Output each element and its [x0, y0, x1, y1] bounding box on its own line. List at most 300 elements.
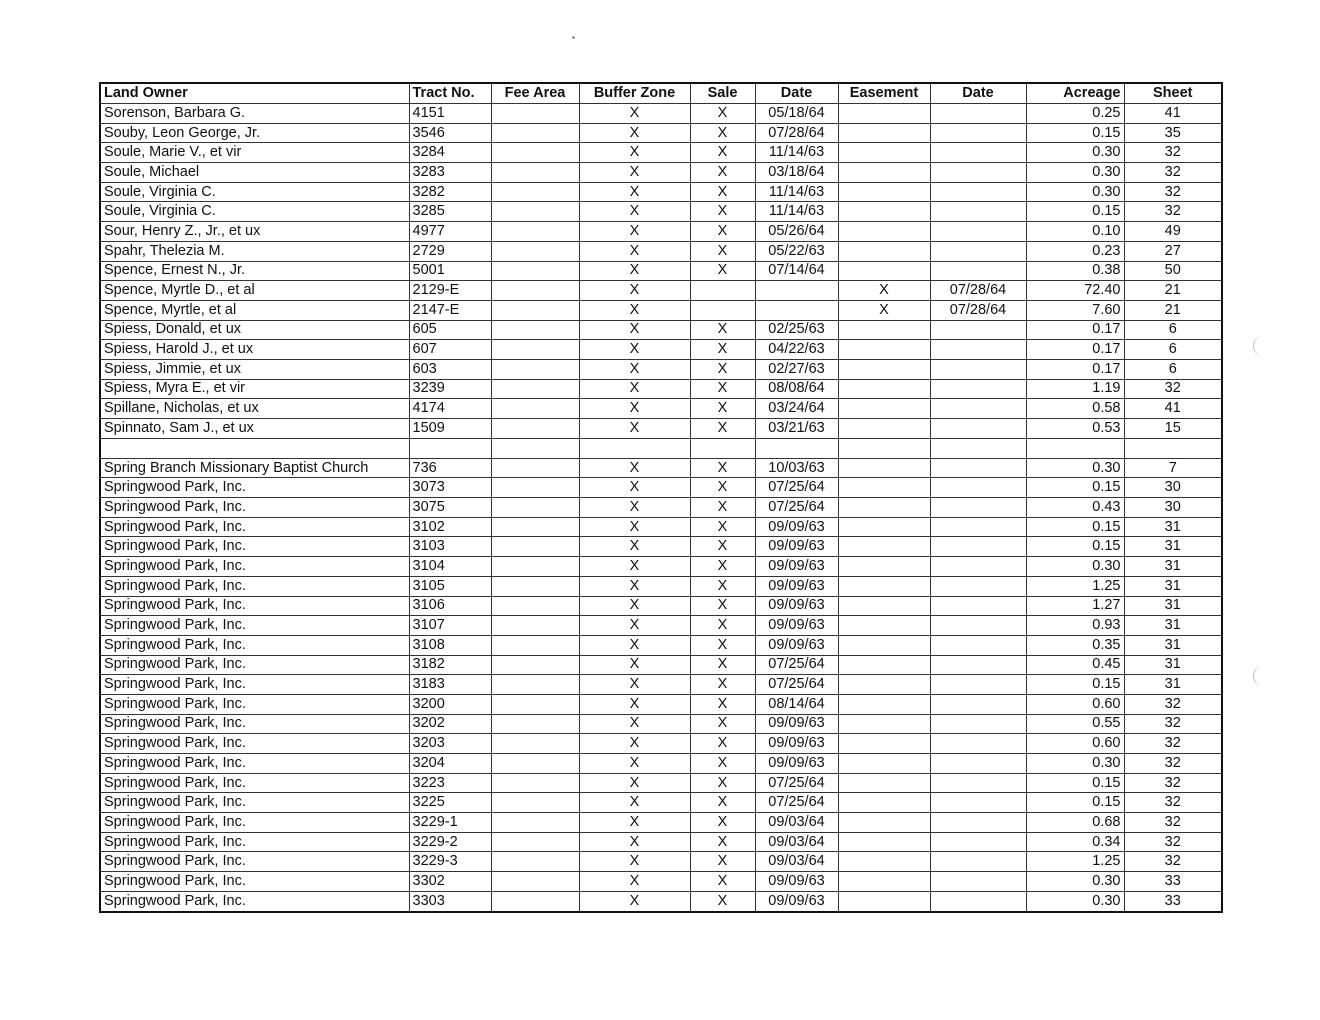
tract-no-cell: 607 — [409, 340, 491, 360]
tract-no-cell: 3105 — [409, 576, 491, 596]
land-owner-cell: Springwood Park, Inc. — [100, 793, 409, 813]
easement-date-cell — [930, 379, 1026, 399]
sale-date-cell: 07/25/64 — [755, 793, 838, 813]
easement-date-cell — [930, 537, 1026, 557]
acreage-cell: 0.30 — [1026, 143, 1124, 163]
easement-date-cell — [930, 891, 1026, 911]
land-owner-cell: Springwood Park, Inc. — [100, 675, 409, 695]
blank-cell — [1026, 438, 1124, 458]
land-owner-cell: Springwood Park, Inc. — [100, 655, 409, 675]
table-row — [100, 734, 1222, 754]
sale-cell: X — [690, 576, 755, 596]
easement-date-cell — [930, 498, 1026, 518]
sheet-cell: 30 — [1124, 498, 1222, 518]
fee-area-cell — [491, 694, 579, 714]
land-owner-cell: Springwood Park, Inc. — [100, 616, 409, 636]
table-row — [100, 478, 1222, 498]
easement-cell — [838, 202, 930, 222]
buffer-zone-cell: X — [579, 576, 690, 596]
easement-cell — [838, 379, 930, 399]
sale-cell: X — [690, 832, 755, 852]
buffer-zone-cell: X — [579, 537, 690, 557]
acreage-cell: 0.17 — [1026, 340, 1124, 360]
sheet-cell: 6 — [1124, 359, 1222, 379]
sale-date-cell: 08/14/64 — [755, 694, 838, 714]
buffer-zone-cell: X — [579, 281, 690, 301]
sale-cell: X — [690, 635, 755, 655]
land-owner-cell: Springwood Park, Inc. — [100, 734, 409, 754]
land-owner-cell: Soule, Marie V., et vir — [100, 143, 409, 163]
easement-cell — [838, 852, 930, 872]
sale-date-cell: 11/14/63 — [755, 182, 838, 202]
fee-area-cell — [491, 754, 579, 774]
acreage-cell: 1.27 — [1026, 596, 1124, 616]
table-row — [100, 498, 1222, 518]
sheet-cell: 32 — [1124, 714, 1222, 734]
sheet-cell: 6 — [1124, 340, 1222, 360]
sale-cell: X — [690, 675, 755, 695]
table-row — [100, 300, 1222, 320]
buffer-zone-cell: X — [579, 655, 690, 675]
header-easement: Easement — [838, 83, 930, 104]
acreage-cell: 72.40 — [1026, 281, 1124, 301]
easement-cell — [838, 478, 930, 498]
table-body — [100, 104, 1222, 912]
buffer-zone-cell: X — [579, 458, 690, 478]
acreage-cell: 0.17 — [1026, 320, 1124, 340]
sale-cell: X — [690, 379, 755, 399]
easement-cell — [838, 399, 930, 419]
acreage-cell: 0.15 — [1026, 478, 1124, 498]
sale-cell: X — [690, 793, 755, 813]
land-owner-cell: Souby, Leon George, Jr. — [100, 123, 409, 143]
scan-speck — [572, 36, 575, 39]
easement-cell: X — [838, 300, 930, 320]
table-row — [100, 320, 1222, 340]
sale-date-cell: 02/25/63 — [755, 320, 838, 340]
tract-no-cell: 3183 — [409, 675, 491, 695]
blank-cell — [100, 438, 409, 458]
table-row — [100, 537, 1222, 557]
sale-date-cell: 07/25/64 — [755, 773, 838, 793]
fee-area-cell — [491, 655, 579, 675]
table-row — [100, 104, 1222, 124]
binder-hole-mark — [1253, 666, 1264, 686]
blank-separator-row — [100, 438, 1222, 458]
table-row — [100, 359, 1222, 379]
fee-area-cell — [491, 596, 579, 616]
tract-no-cell: 5001 — [409, 261, 491, 281]
table-header-row — [100, 83, 1222, 104]
easement-cell — [838, 498, 930, 518]
fee-area-cell — [491, 773, 579, 793]
sale-cell: X — [690, 498, 755, 518]
sale-cell: X — [690, 340, 755, 360]
sale-date-cell: 07/14/64 — [755, 261, 838, 281]
fee-area-cell — [491, 123, 579, 143]
sale-date-cell: 09/09/63 — [755, 517, 838, 537]
acreage-cell: 0.15 — [1026, 675, 1124, 695]
acreage-cell: 0.34 — [1026, 832, 1124, 852]
table-row — [100, 576, 1222, 596]
sale-cell: X — [690, 773, 755, 793]
easement-date-cell — [930, 359, 1026, 379]
land-owner-cell: Soule, Michael — [100, 163, 409, 183]
tract-no-cell: 3283 — [409, 163, 491, 183]
buffer-zone-cell: X — [579, 813, 690, 833]
header-buffer-zone: Buffer Zone — [579, 83, 690, 104]
header-sale-date: Date — [755, 83, 838, 104]
easement-cell: X — [838, 281, 930, 301]
tract-no-cell: 1509 — [409, 419, 491, 439]
sale-date-cell: 09/09/63 — [755, 616, 838, 636]
sheet-cell: 31 — [1124, 655, 1222, 675]
easement-date-cell — [930, 241, 1026, 261]
fee-area-cell — [491, 537, 579, 557]
header-tract-no: Tract No. — [409, 83, 491, 104]
easement-date-cell: 07/28/64 — [930, 281, 1026, 301]
easement-cell — [838, 104, 930, 124]
sale-cell: X — [690, 754, 755, 774]
acreage-cell: 0.15 — [1026, 537, 1124, 557]
sale-date-cell: 09/09/63 — [755, 576, 838, 596]
easement-cell — [838, 340, 930, 360]
fee-area-cell — [491, 832, 579, 852]
sheet-cell: 32 — [1124, 832, 1222, 852]
sheet-cell: 6 — [1124, 320, 1222, 340]
fee-area-cell — [491, 202, 579, 222]
sale-date-cell: 10/03/63 — [755, 458, 838, 478]
sale-date-cell: 03/21/63 — [755, 419, 838, 439]
table-row — [100, 182, 1222, 202]
sale-cell: X — [690, 458, 755, 478]
acreage-cell: 0.60 — [1026, 734, 1124, 754]
easement-date-cell — [930, 596, 1026, 616]
land-owner-cell: Spiess, Myra E., et vir — [100, 379, 409, 399]
land-owner-cell: Springwood Park, Inc. — [100, 635, 409, 655]
acreage-cell: 0.68 — [1026, 813, 1124, 833]
sale-cell: X — [690, 872, 755, 892]
sheet-cell: 32 — [1124, 793, 1222, 813]
tract-no-cell: 3073 — [409, 478, 491, 498]
sheet-cell: 31 — [1124, 635, 1222, 655]
fee-area-cell — [491, 872, 579, 892]
sheet-cell: 33 — [1124, 891, 1222, 911]
buffer-zone-cell: X — [579, 557, 690, 577]
easement-cell — [838, 143, 930, 163]
easement-cell — [838, 517, 930, 537]
blank-cell — [690, 438, 755, 458]
sale-cell: X — [690, 419, 755, 439]
land-owner-cell: Spence, Myrtle, et al — [100, 300, 409, 320]
land-owner-cell: Springwood Park, Inc. — [100, 832, 409, 852]
header-fee-area: Fee Area — [491, 83, 579, 104]
sale-cell — [690, 300, 755, 320]
easement-date-cell — [930, 163, 1026, 183]
easement-date-cell — [930, 123, 1026, 143]
sheet-cell: 32 — [1124, 694, 1222, 714]
sale-cell: X — [690, 123, 755, 143]
fee-area-cell — [491, 261, 579, 281]
buffer-zone-cell: X — [579, 635, 690, 655]
acreage-cell: 0.15 — [1026, 773, 1124, 793]
table-row — [100, 773, 1222, 793]
easement-cell — [838, 241, 930, 261]
sale-cell: X — [690, 478, 755, 498]
fee-area-cell — [491, 793, 579, 813]
sheet-cell: 32 — [1124, 143, 1222, 163]
acreage-cell: 0.15 — [1026, 202, 1124, 222]
sale-cell: X — [690, 616, 755, 636]
tract-no-cell: 3203 — [409, 734, 491, 754]
tract-no-cell: 3225 — [409, 793, 491, 813]
easement-cell — [838, 872, 930, 892]
sale-date-cell: 09/03/64 — [755, 832, 838, 852]
sale-cell: X — [690, 222, 755, 242]
sale-date-cell: 07/28/64 — [755, 123, 838, 143]
buffer-zone-cell: X — [579, 419, 690, 439]
sheet-cell: 30 — [1124, 478, 1222, 498]
easement-date-cell — [930, 458, 1026, 478]
easement-cell — [838, 754, 930, 774]
easement-cell — [838, 675, 930, 695]
fee-area-cell — [491, 104, 579, 124]
tract-no-cell: 2129-E — [409, 281, 491, 301]
table-row — [100, 852, 1222, 872]
land-owner-cell: Springwood Park, Inc. — [100, 478, 409, 498]
sale-cell: X — [690, 399, 755, 419]
acreage-cell: 0.23 — [1026, 241, 1124, 261]
easement-cell — [838, 734, 930, 754]
acreage-cell: 0.25 — [1026, 104, 1124, 124]
fee-area-cell — [491, 399, 579, 419]
table-row — [100, 143, 1222, 163]
table-row — [100, 655, 1222, 675]
acreage-cell: 0.15 — [1026, 793, 1124, 813]
land-owner-cell: Sour, Henry Z., Jr., et ux — [100, 222, 409, 242]
land-owner-cell: Spahr, Thelezia M. — [100, 241, 409, 261]
tract-no-cell: 3200 — [409, 694, 491, 714]
sale-date-cell: 09/03/64 — [755, 813, 838, 833]
land-owner-cell: Springwood Park, Inc. — [100, 537, 409, 557]
land-owner-cell: Spence, Ernest N., Jr. — [100, 261, 409, 281]
table-row — [100, 379, 1222, 399]
easement-cell — [838, 793, 930, 813]
acreage-cell: 0.38 — [1026, 261, 1124, 281]
buffer-zone-cell: X — [579, 143, 690, 163]
easement-date-cell: 07/28/64 — [930, 300, 1026, 320]
fee-area-cell — [491, 379, 579, 399]
header-sale: Sale — [690, 83, 755, 104]
sale-date-cell: 11/14/63 — [755, 143, 838, 163]
sale-date-cell: 04/22/63 — [755, 340, 838, 360]
sheet-cell: 32 — [1124, 773, 1222, 793]
fee-area-cell — [491, 616, 579, 636]
fee-area-cell — [491, 222, 579, 242]
buffer-zone-cell: X — [579, 498, 690, 518]
header-sheet: Sheet — [1124, 83, 1222, 104]
tract-no-cell: 3229-1 — [409, 813, 491, 833]
easement-cell — [838, 616, 930, 636]
easement-date-cell — [930, 793, 1026, 813]
land-owner-table — [99, 82, 1223, 913]
buffer-zone-cell: X — [579, 478, 690, 498]
acreage-cell: 0.30 — [1026, 891, 1124, 911]
sale-date-cell: 09/09/63 — [755, 714, 838, 734]
sheet-cell: 32 — [1124, 379, 1222, 399]
easement-cell — [838, 694, 930, 714]
acreage-cell: 7.60 — [1026, 300, 1124, 320]
easement-date-cell — [930, 320, 1026, 340]
sale-date-cell: 09/09/63 — [755, 537, 838, 557]
table-row — [100, 635, 1222, 655]
tract-no-cell: 2729 — [409, 241, 491, 261]
blank-cell — [930, 438, 1026, 458]
sheet-cell: 31 — [1124, 675, 1222, 695]
tract-no-cell: 3302 — [409, 872, 491, 892]
sheet-cell: 35 — [1124, 123, 1222, 143]
sheet-cell: 32 — [1124, 852, 1222, 872]
sheet-cell: 33 — [1124, 872, 1222, 892]
tract-no-cell: 4174 — [409, 399, 491, 419]
sheet-cell: 15 — [1124, 419, 1222, 439]
tract-no-cell: 3075 — [409, 498, 491, 518]
acreage-cell: 0.10 — [1026, 222, 1124, 242]
fee-area-cell — [491, 241, 579, 261]
sheet-cell: 7 — [1124, 458, 1222, 478]
table-row — [100, 596, 1222, 616]
tract-no-cell: 3107 — [409, 616, 491, 636]
sale-date-cell: 07/25/64 — [755, 478, 838, 498]
table-row — [100, 241, 1222, 261]
blank-cell — [838, 438, 930, 458]
sale-cell: X — [690, 104, 755, 124]
table-row — [100, 832, 1222, 852]
tract-no-cell: 3546 — [409, 123, 491, 143]
easement-cell — [838, 261, 930, 281]
sale-cell: X — [690, 320, 755, 340]
land-owner-cell: Soule, Virginia C. — [100, 202, 409, 222]
sheet-cell: 31 — [1124, 557, 1222, 577]
sale-cell: X — [690, 359, 755, 379]
sale-date-cell — [755, 281, 838, 301]
buffer-zone-cell: X — [579, 832, 690, 852]
tract-no-cell: 736 — [409, 458, 491, 478]
sheet-cell: 21 — [1124, 281, 1222, 301]
fee-area-cell — [491, 891, 579, 911]
easement-date-cell — [930, 576, 1026, 596]
sale-cell: X — [690, 517, 755, 537]
sale-cell: X — [690, 694, 755, 714]
table-row — [100, 340, 1222, 360]
acreage-cell: 0.30 — [1026, 458, 1124, 478]
buffer-zone-cell: X — [579, 163, 690, 183]
table-row — [100, 557, 1222, 577]
sale-cell: X — [690, 202, 755, 222]
table-row — [100, 261, 1222, 281]
fee-area-cell — [491, 714, 579, 734]
easement-cell — [838, 320, 930, 340]
sheet-cell: 32 — [1124, 813, 1222, 833]
sale-cell: X — [690, 143, 755, 163]
buffer-zone-cell: X — [579, 182, 690, 202]
easement-cell — [838, 359, 930, 379]
tract-no-cell: 3103 — [409, 537, 491, 557]
easement-cell — [838, 655, 930, 675]
fee-area-cell — [491, 517, 579, 537]
land-owner-cell: Springwood Park, Inc. — [100, 754, 409, 774]
blank-cell — [755, 438, 838, 458]
buffer-zone-cell: X — [579, 517, 690, 537]
buffer-zone-cell: X — [579, 596, 690, 616]
tract-no-cell: 3239 — [409, 379, 491, 399]
land-owner-cell: Sorenson, Barbara G. — [100, 104, 409, 124]
buffer-zone-cell: X — [579, 261, 690, 281]
easement-date-cell — [930, 419, 1026, 439]
fee-area-cell — [491, 300, 579, 320]
easement-cell — [838, 891, 930, 911]
sale-date-cell: 07/25/64 — [755, 675, 838, 695]
easement-cell — [838, 123, 930, 143]
acreage-cell: 0.30 — [1026, 557, 1124, 577]
sheet-cell: 32 — [1124, 163, 1222, 183]
acreage-cell: 0.53 — [1026, 419, 1124, 439]
buffer-zone-cell: X — [579, 734, 690, 754]
easement-date-cell — [930, 143, 1026, 163]
acreage-cell: 1.19 — [1026, 379, 1124, 399]
tract-no-cell: 4151 — [409, 104, 491, 124]
easement-cell — [838, 458, 930, 478]
tract-no-cell: 3284 — [409, 143, 491, 163]
sheet-cell: 41 — [1124, 399, 1222, 419]
buffer-zone-cell: X — [579, 359, 690, 379]
buffer-zone-cell: X — [579, 340, 690, 360]
acreage-cell: 0.58 — [1026, 399, 1124, 419]
sheet-cell: 49 — [1124, 222, 1222, 242]
easement-date-cell — [930, 773, 1026, 793]
table-row — [100, 399, 1222, 419]
fee-area-cell — [491, 852, 579, 872]
buffer-zone-cell: X — [579, 399, 690, 419]
easement-date-cell — [930, 104, 1026, 124]
land-owner-cell: Spinnato, Sam J., et ux — [100, 419, 409, 439]
tract-no-cell: 3106 — [409, 596, 491, 616]
land-owner-cell: Springwood Park, Inc. — [100, 891, 409, 911]
tract-no-cell: 3204 — [409, 754, 491, 774]
sheet-cell: 32 — [1124, 202, 1222, 222]
table-row — [100, 694, 1222, 714]
easement-cell — [838, 813, 930, 833]
buffer-zone-cell: X — [579, 852, 690, 872]
land-owner-cell: Spiess, Harold J., et ux — [100, 340, 409, 360]
fee-area-cell — [491, 458, 579, 478]
sheet-cell: 21 — [1124, 300, 1222, 320]
table-row — [100, 813, 1222, 833]
sheet-cell: 32 — [1124, 734, 1222, 754]
sale-date-cell: 09/03/64 — [755, 852, 838, 872]
tract-no-cell: 3282 — [409, 182, 491, 202]
acreage-cell: 0.45 — [1026, 655, 1124, 675]
tract-no-cell: 3303 — [409, 891, 491, 911]
land-owner-cell: Springwood Park, Inc. — [100, 498, 409, 518]
buffer-zone-cell: X — [579, 754, 690, 774]
fee-area-cell — [491, 675, 579, 695]
acreage-cell: 0.15 — [1026, 123, 1124, 143]
easement-date-cell — [930, 222, 1026, 242]
tract-no-cell: 2147-E — [409, 300, 491, 320]
easement-cell — [838, 832, 930, 852]
land-owner-cell: Spillane, Nicholas, et ux — [100, 399, 409, 419]
